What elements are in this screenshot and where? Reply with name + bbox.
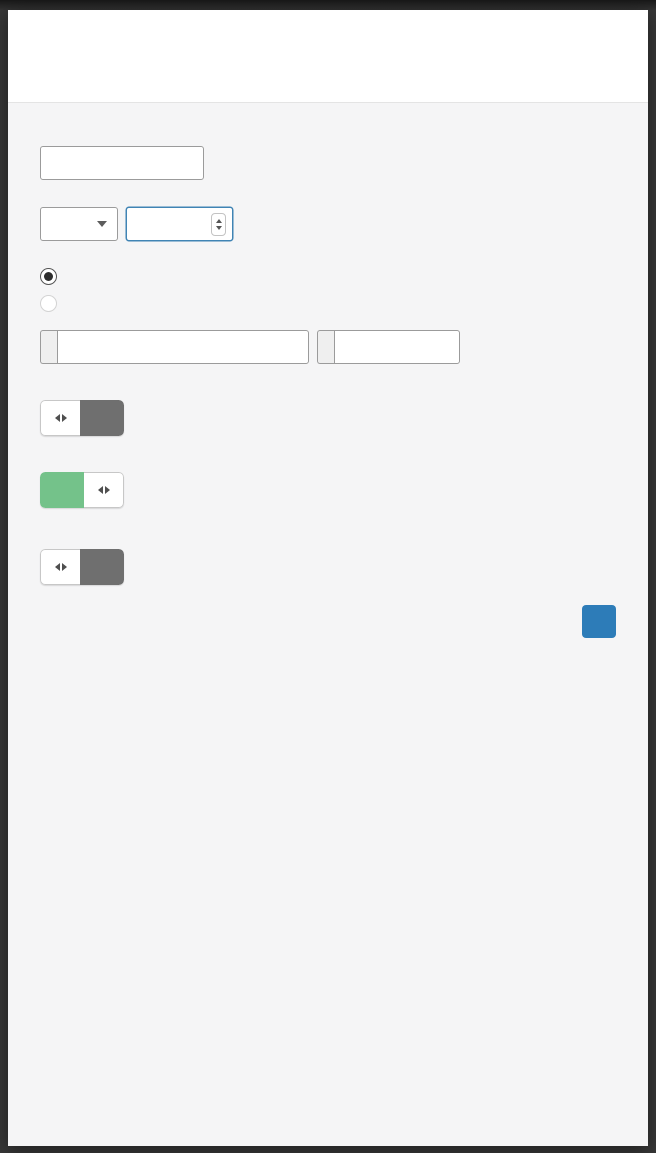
origin-ip-radio[interactable] [40, 268, 57, 285]
protocol-select[interactable] [40, 207, 118, 241]
backdrop-fragment [648, 11, 656, 27]
toggle-handle-icon [40, 400, 80, 436]
ip-prefix-label [40, 330, 57, 364]
origin-ip-radio-row [40, 268, 616, 285]
load-balancer-radio [40, 295, 57, 312]
origin-port-input[interactable] [334, 330, 460, 364]
port-prefix-label [317, 330, 334, 364]
edge-tls-state-label [80, 400, 124, 436]
edge-tls-toggle[interactable] [40, 400, 124, 436]
origin-port-group [317, 330, 460, 364]
domain-section [40, 146, 616, 180]
proxy-protocol-toggle[interactable] [40, 549, 124, 585]
load-balancer-radio-row [40, 295, 616, 312]
toggle-handle-icon [84, 472, 124, 508]
origin-section [40, 268, 616, 364]
ip-firewall-state-label [40, 472, 84, 508]
origin-ip-input[interactable] [57, 330, 309, 364]
edge-port-section [40, 207, 616, 241]
modal-body [8, 103, 648, 1146]
ip-firewall-toggle[interactable] [40, 472, 124, 508]
modal-header [8, 10, 648, 103]
toggle-handle-icon [40, 549, 80, 585]
chevron-down-icon [97, 221, 107, 227]
proxy-protocol-section [40, 533, 616, 585]
add-button[interactable] [582, 605, 616, 638]
proxy-protocol-state-label [80, 549, 124, 585]
origin-ip-group [40, 330, 309, 364]
backdrop-top-bar [0, 0, 656, 10]
domain-input[interactable] [40, 146, 204, 180]
add-application-modal [8, 10, 648, 1146]
close-icon[interactable] [612, 24, 634, 46]
modal-footer [40, 605, 616, 638]
edge-port-input[interactable] [126, 207, 233, 241]
number-stepper-icon[interactable] [211, 213, 226, 236]
edge-tls-section [40, 384, 616, 436]
ip-firewall-section [40, 456, 616, 513]
